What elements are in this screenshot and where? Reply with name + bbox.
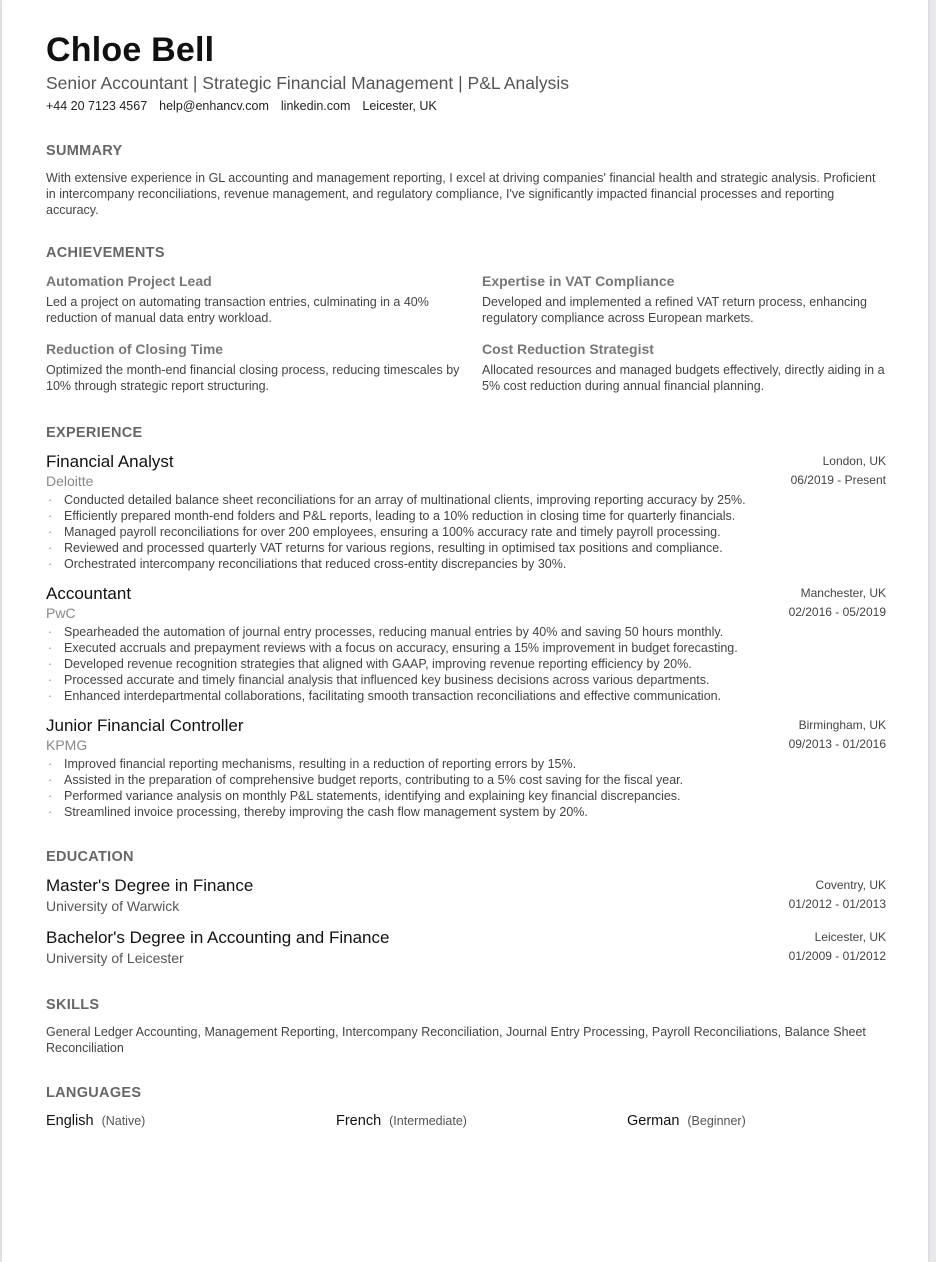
achievement-desc: Allocated resources and managed budgets effectively, directly aiding in a 5% cost reduction during annual financial planning. xyxy=(482,363,885,393)
education-dates: 01/2012 - 01/2013 xyxy=(788,897,886,911)
job-bullet: · Executed accruals and prepayment reviews with a focus on accuracy, ensuring a 15% improvement in budget forecasting. xyxy=(46,640,886,656)
job-bullet: · Improved financial reporting mechanisms, resulting in a reduction of reporting errors by 15%. xyxy=(46,756,886,772)
job-dates: 02/2016 - 05/2019 xyxy=(788,605,886,619)
school: University of Leicester xyxy=(46,950,184,966)
job-bullet: · Performed variance analysis on monthly P&L statements, identifying and explaining key financial discrepancies. xyxy=(46,788,886,804)
job-title: Junior Financial Controller xyxy=(46,716,244,735)
section-title-languages: LANGUAGES xyxy=(46,1085,142,1101)
language-name: German xyxy=(627,1113,680,1129)
job-entry xyxy=(46,452,886,572)
headline: Senior Accountant | Strategic Financial Management | P&L Analysis xyxy=(46,73,570,93)
achievements-section xyxy=(46,244,886,394)
education-location: Leicester, UK xyxy=(814,930,886,944)
education-entry xyxy=(46,876,886,916)
section-title-experience: EXPERIENCE xyxy=(46,425,143,441)
job-bullet: · Conducted detailed balance sheet reconciliations for an array of multinational clients, improving reporting accuracy by 25%. xyxy=(46,492,886,508)
degree: Master's Degree in Finance xyxy=(46,876,254,895)
section-title-education: EDUCATION xyxy=(46,849,134,865)
languages-list xyxy=(46,1112,886,1130)
job-bullets xyxy=(46,492,886,572)
skills-text: General Ledger Accounting, Management Reporting, Intercompany Reconciliation, Journal Entry Processing, Payroll Reconciliations, Balance Sheet Reconciliation xyxy=(46,1025,866,1055)
language-name: English xyxy=(46,1113,94,1129)
email[interactable]: help@enhancv.com xyxy=(159,99,269,113)
achievement-title: Automation Project Lead xyxy=(46,273,212,289)
language-item xyxy=(46,1112,336,1130)
job-bullet: · Assisted in the preparation of comprehensive budget reports, contributing to a 5% cost saving for the fiscal year. xyxy=(46,772,886,788)
location: Leicester, UK xyxy=(362,99,437,113)
achievement-title: Reduction of Closing Time xyxy=(46,341,224,357)
job-bullet: · Spearheaded the automation of journal entry processes, reducing manual entries by 40% and saving 50 hours monthly. xyxy=(46,624,886,640)
job-bullets xyxy=(46,624,886,704)
summary-section xyxy=(46,142,886,218)
job-entry xyxy=(46,584,886,704)
job-location: Manchester, UK xyxy=(800,586,886,600)
job-bullet: · Efficiently prepared month-end folders and P&L reports, leading to a 10% reduction in closing time for quarterly financials. xyxy=(46,508,886,524)
school: University of Warwick xyxy=(46,898,180,914)
achievements-grid xyxy=(46,272,886,394)
achievement-desc: Led a project on automating transaction entries, culminating in a 40% reduction of manual data entry workload. xyxy=(46,295,429,325)
education-dates: 01/2009 - 01/2012 xyxy=(788,949,886,963)
job-company: KPMG xyxy=(46,737,88,753)
job-entry xyxy=(46,716,886,820)
section-title-summary: SUMMARY xyxy=(46,143,123,159)
job-location: Birmingham, UK xyxy=(798,718,886,732)
language-item xyxy=(336,1112,627,1130)
achievement-desc: Optimized the month-end financial closing process, reducing timescales by 10% through strategic report structuring. xyxy=(46,363,460,393)
achievement-title: Expertise in VAT Compliance xyxy=(482,273,675,289)
candidate-name: Chloe Bell xyxy=(46,31,215,69)
education-entry xyxy=(46,928,886,968)
job-bullet: · Developed revenue recognition strategies that aligned with GAAP, improving revenue reporting efficiency by 20%. xyxy=(46,656,886,672)
job-bullet: · Managed payroll reconciliations for over 200 employees, ensuring a 100% accuracy rate and timely payroll processing. xyxy=(46,524,886,540)
job-bullet: · Streamlined invoice processing, thereby improving the cash flow management system by 20%. xyxy=(46,804,886,820)
language-level: (Beginner) xyxy=(687,1114,746,1128)
achievement-item xyxy=(482,340,886,394)
resume-page xyxy=(2,0,928,1262)
resume-content xyxy=(46,30,886,1130)
language-item xyxy=(627,1112,886,1130)
education-section xyxy=(46,848,886,968)
degree: Bachelor's Degree in Accounting and Finance xyxy=(46,928,390,947)
languages-section xyxy=(46,1084,886,1130)
job-company: PwC xyxy=(46,605,76,621)
achievement-item xyxy=(482,272,886,326)
job-dates: 09/2013 - 01/2016 xyxy=(788,737,886,751)
language-level: (Intermediate) xyxy=(389,1114,467,1128)
job-location: London, UK xyxy=(822,454,886,468)
job-bullet: · Processed accurate and timely financial analysis that influenced key business decisions across various departments. xyxy=(46,672,886,688)
achievement-item xyxy=(46,272,482,326)
skills-section xyxy=(46,996,886,1056)
achievement-item xyxy=(46,340,482,394)
phone: +44 20 7123 4567 xyxy=(46,99,148,113)
summary-text: With extensive experience in GL accounting and management reporting, I excel at driving companies' financial health and strategic analysis. Proficient in intercompany reconciliations, revenue management, and regulatory compliance, I've significantly impacted financial processes and reporting accuracy. xyxy=(46,171,876,217)
section-title-skills: SKILLS xyxy=(46,997,100,1013)
section-title-achievements: ACHIEVEMENTS xyxy=(46,245,165,261)
achievement-title: Cost Reduction Strategist xyxy=(482,341,654,357)
job-bullet: · Reviewed and processed quarterly VAT returns for various regions, resulting in optimised tax positions and compliance. xyxy=(46,540,886,556)
contact-info xyxy=(46,98,886,114)
language-level: (Native) xyxy=(101,1114,146,1128)
achievement-desc: Developed and implemented a refined VAT return process, enhancing regulatory compliance across European markets. xyxy=(482,295,867,325)
job-dates: 06/2019 - Present xyxy=(790,473,886,487)
job-bullet: · Orchestrated intercompany reconciliations that reduced cross-entity discrepancies by 30%. xyxy=(46,556,886,572)
linkedin[interactable]: linkedin.com xyxy=(280,99,351,113)
job-title: Financial Analyst xyxy=(46,452,174,471)
experience-section xyxy=(46,424,886,820)
job-title: Accountant xyxy=(46,584,132,603)
education-location: Coventry, UK xyxy=(815,878,886,892)
job-bullet: · Enhanced interdepartmental collaborations, facilitating smooth transaction reconciliations and effective communication. xyxy=(46,688,886,704)
job-bullets xyxy=(46,756,886,820)
job-company: Deloitte xyxy=(46,473,94,489)
language-name: French xyxy=(336,1113,382,1129)
